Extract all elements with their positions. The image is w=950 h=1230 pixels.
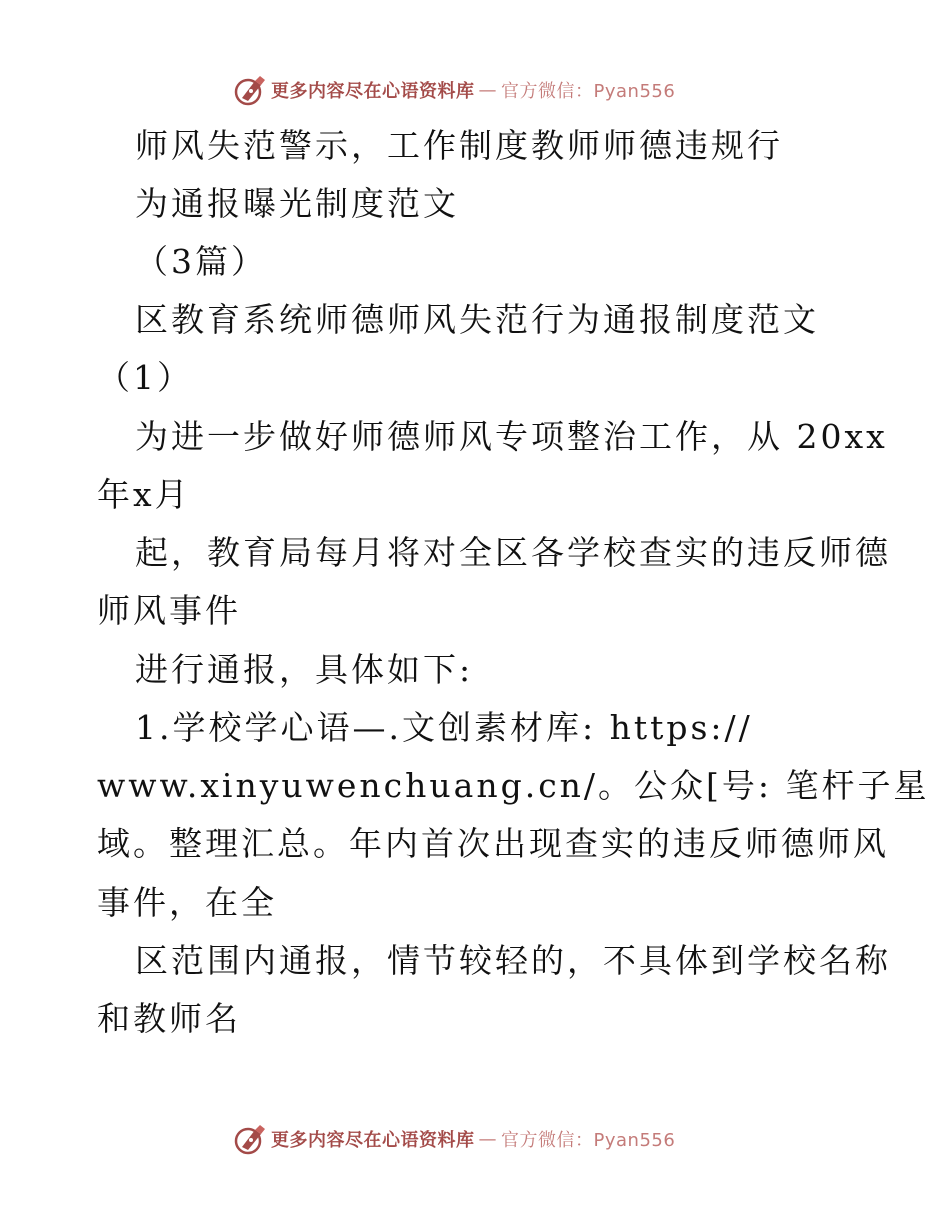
- footer-watermark: [233, 1121, 675, 1157]
- title-line-1: 师风失范警示，工作制度教师师德违规行: [135, 126, 783, 165]
- paragraph-line: 为进一步做好师德师风专项整治工作，从 20xx: [135, 417, 888, 456]
- section-heading-number: （1）: [97, 358, 193, 397]
- paragraph-line: 事件，在全: [97, 883, 277, 922]
- paragraph-line: 起，教育局每月将对全区各学校查实的违反师德: [135, 533, 891, 572]
- watermark-wechat-text: 官方微信：Pyan556: [501, 81, 676, 102]
- section-heading: 区教育系统师德师风失范行为通报制度范文: [135, 300, 819, 339]
- watermark-main-text: 更多内容尽在心语资料库: [271, 1130, 475, 1151]
- paragraph-line: 进行通报，具体如下:: [135, 650, 474, 689]
- pen-nib-icon: [233, 73, 267, 107]
- paragraph-line: 1.学校学心语—.文创素材库: https://: [135, 708, 753, 747]
- paragraph-line: 年x月: [97, 475, 191, 514]
- paragraph-line: 域。整理汇总。年内首次出现查实的违反师德师风: [97, 824, 889, 863]
- paragraph-line: 师风事件: [97, 591, 241, 630]
- title-line-2: 为通报曝光制度范文: [135, 184, 459, 223]
- pen-nib-icon: [233, 1122, 267, 1156]
- watermark-dash: —: [478, 1128, 497, 1150]
- paragraph-line: www.xinyuwenchuang.cn/。公众[号: 笔杆子星: [97, 766, 930, 805]
- header-watermark: [233, 72, 675, 108]
- watermark-dash: —: [478, 79, 497, 101]
- watermark-wechat-text: 官方微信：Pyan556: [501, 1130, 676, 1151]
- watermark-main-text: 更多内容尽在心语资料库: [271, 81, 475, 102]
- title-line-3: （3篇）: [135, 242, 267, 281]
- paragraph-line: 区范围内通报，情节较轻的，不具体到学校名称: [135, 941, 891, 980]
- paragraph-line: 和教师名: [97, 999, 241, 1038]
